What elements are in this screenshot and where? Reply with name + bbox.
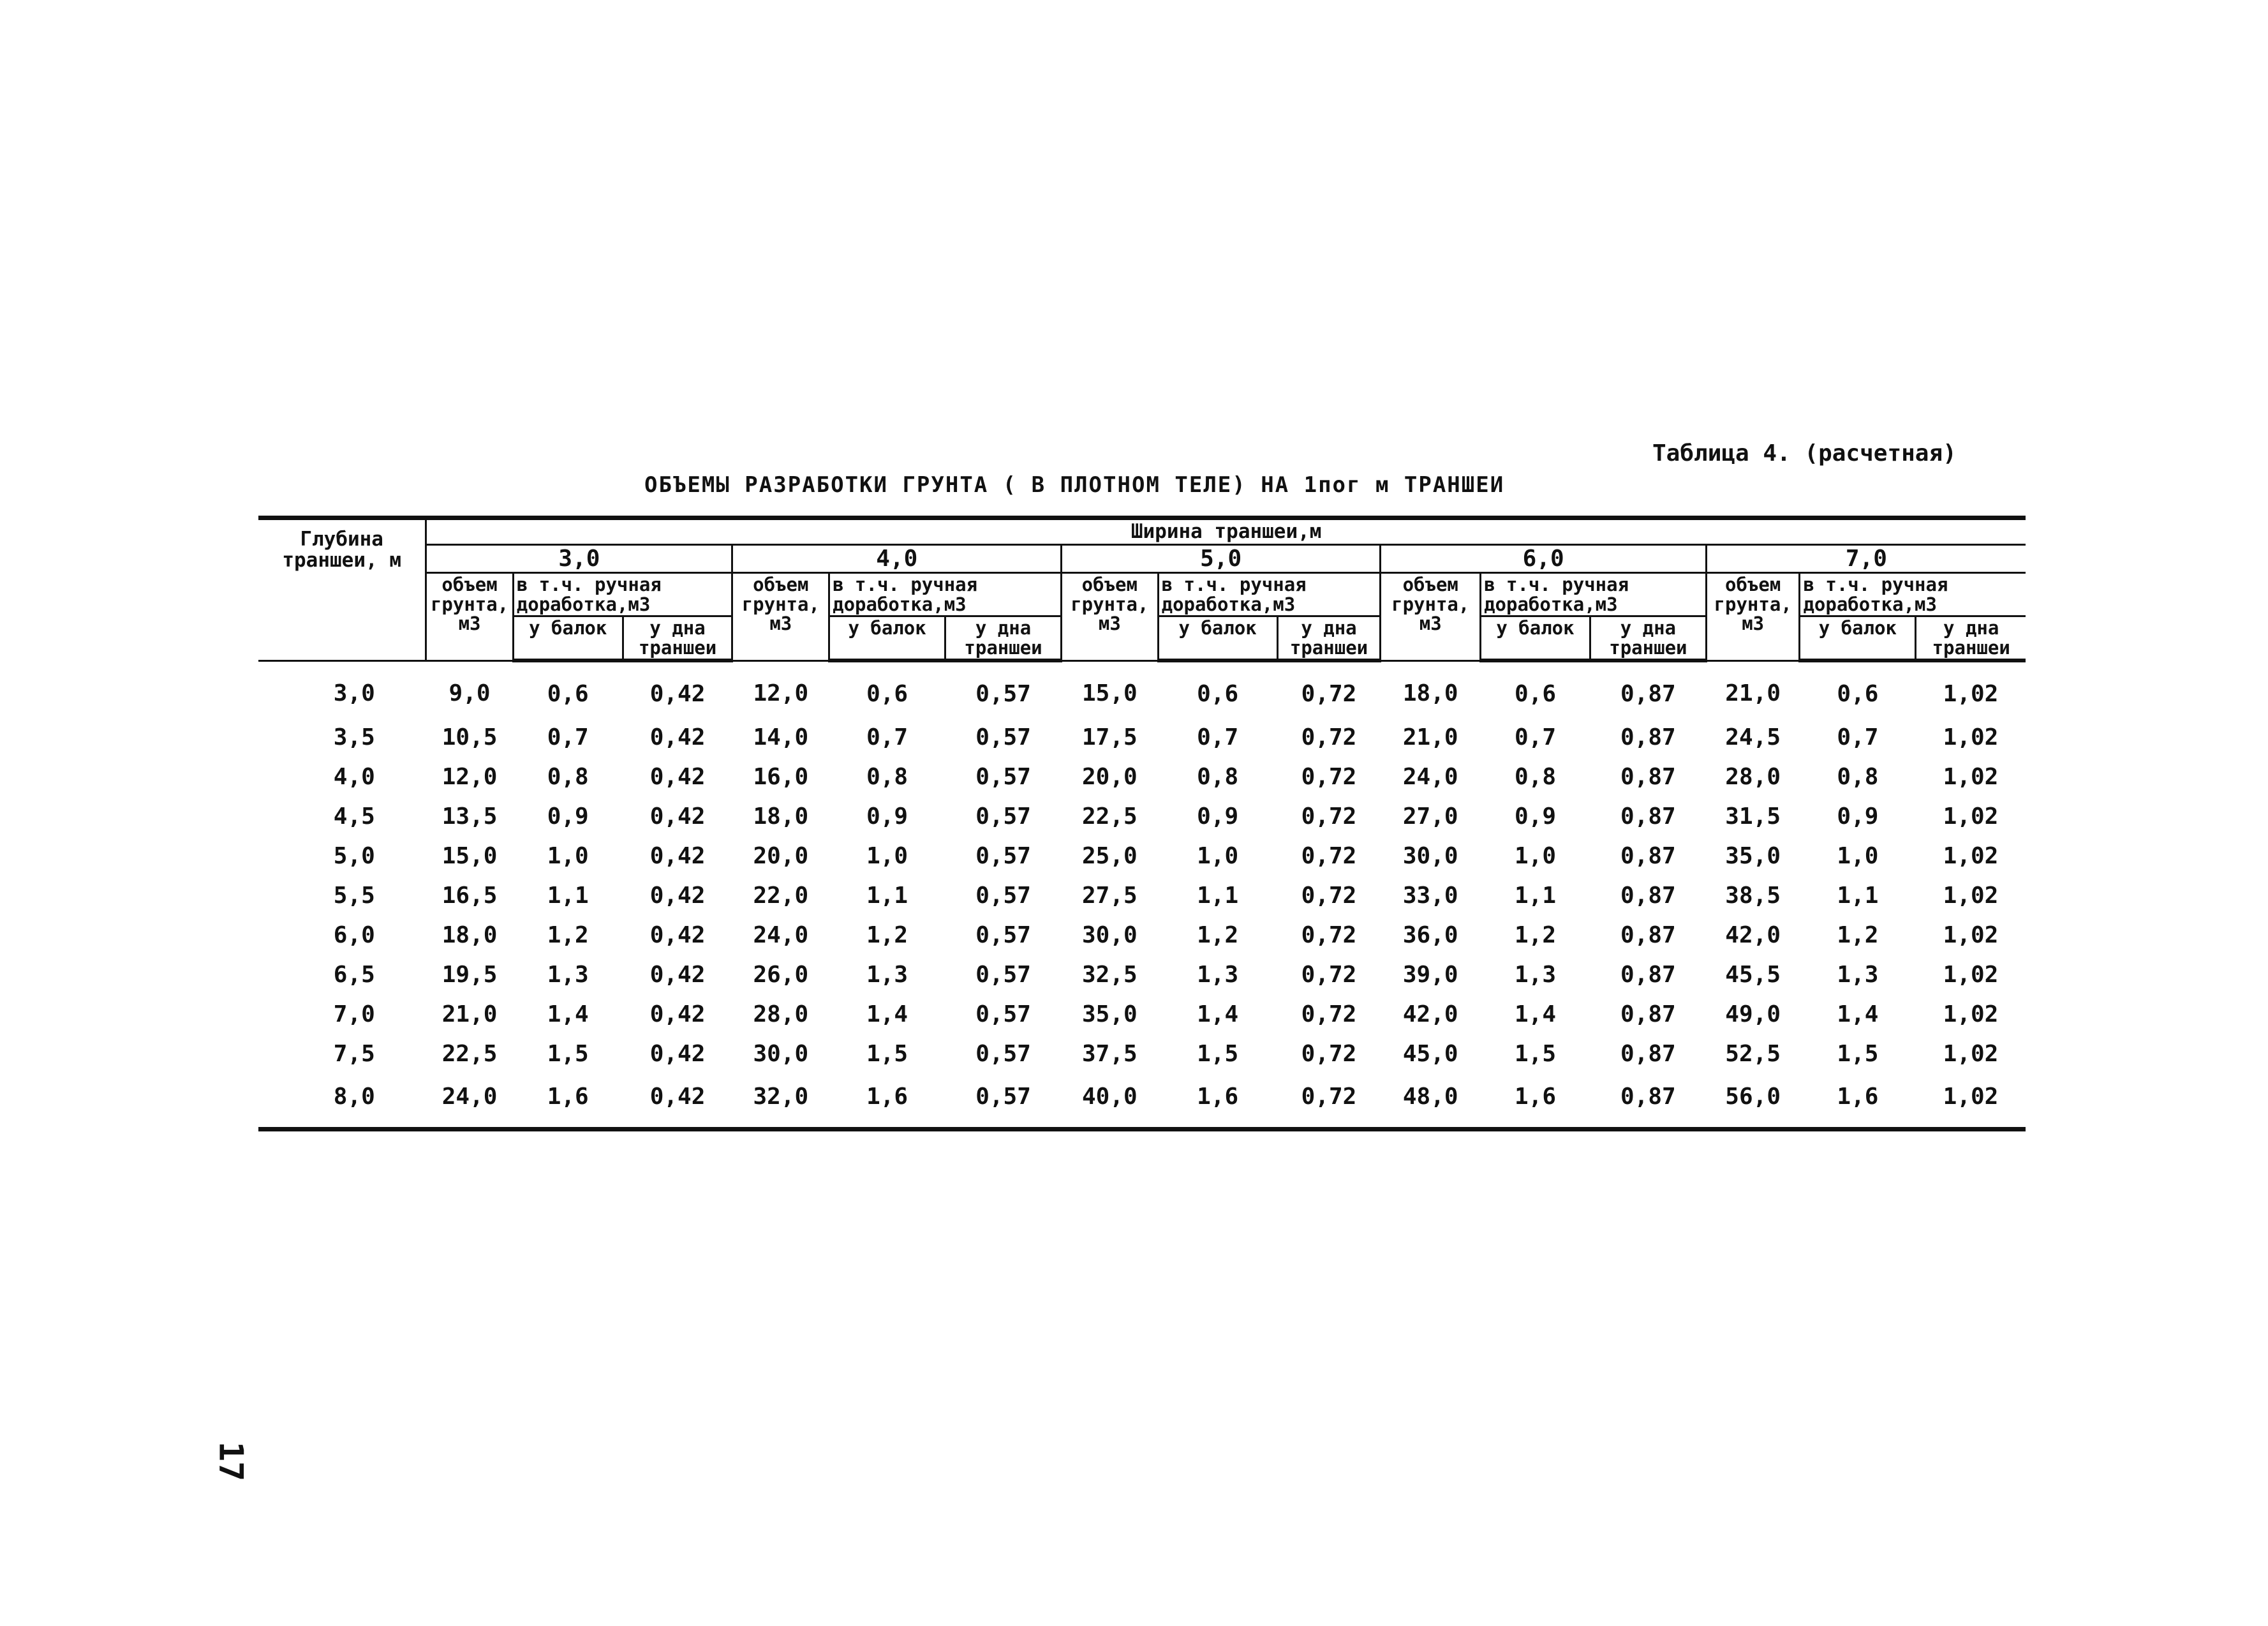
table-cell: 1,3 xyxy=(866,961,908,988)
table-cell: 13,5 xyxy=(441,803,498,830)
header-manual: в т.ч. ручная доработка,м3 xyxy=(513,573,732,616)
header-at-bottom: у дна траншеи xyxy=(1916,616,2026,660)
header-row-2 xyxy=(258,544,2026,573)
table-cell: 40,0 xyxy=(1062,1073,1159,1130)
table-cell: 45,0 xyxy=(1402,1040,1458,1067)
table-cell: 24,0 xyxy=(1402,763,1458,790)
table-cell: 0,42 xyxy=(649,882,706,909)
table-cell: 0,42 xyxy=(649,961,706,988)
table-body xyxy=(258,660,2026,1130)
header-volume: объем грунта, м3 xyxy=(1381,573,1481,660)
table-cell: 32,5 xyxy=(1081,961,1138,988)
table-cell: 0,42 xyxy=(623,1073,732,1130)
table-cell: 1,3 xyxy=(1514,961,1556,988)
table-cell: 0,9 xyxy=(1837,803,1879,830)
table-cell: 19,5 xyxy=(441,961,498,988)
table-cell: 1,5 xyxy=(1837,1040,1879,1067)
depth-cell: 6,0 xyxy=(333,921,375,948)
table-cell: 0,42 xyxy=(649,842,706,869)
table-cell: 32,0 xyxy=(732,1073,829,1130)
table-cell: 0,72 xyxy=(1301,921,1357,948)
table-cell: 0,57 xyxy=(975,803,1031,830)
table-cell: 15,0 xyxy=(1081,680,1138,706)
table-cell: 30,0 xyxy=(1081,921,1138,948)
table-title: ОБЪЕМЫ РАЗРАБОТКИ ГРУНТА ( В ПЛОТНОМ ТЕЛЕ) НА 1пог м ТРАНШЕИ xyxy=(644,472,1505,498)
table-cell: 0,42 xyxy=(649,921,706,948)
header-row-3 xyxy=(258,573,2026,616)
table-cell: 56,0 xyxy=(1706,1073,1800,1130)
table-cell: 1,0 xyxy=(1197,842,1239,869)
table-cell: 38,5 xyxy=(1725,882,1781,909)
table-row xyxy=(258,915,2026,955)
table-cell: 0,72 xyxy=(1301,1040,1357,1067)
table-cell: 1,02 xyxy=(1943,921,1999,948)
table-cell: 20,0 xyxy=(753,842,809,869)
table-cell: 1,02 xyxy=(1943,803,1999,830)
table-row xyxy=(258,836,2026,876)
table-cell: 0,57 xyxy=(975,921,1031,948)
table-cell: 0,42 xyxy=(649,1001,706,1027)
table-cell: 1,0 xyxy=(866,842,908,869)
table-cell: 0,7 xyxy=(1197,724,1239,750)
table-cell: 1,6 xyxy=(1800,1073,1916,1130)
table-cell: 45,5 xyxy=(1725,961,1781,988)
table-cell: 1,02 xyxy=(1943,961,1999,988)
header-manual: в т.ч. ручная доработка,м3 xyxy=(829,573,1062,616)
table-row xyxy=(258,796,2026,836)
table-cell: 0,72 xyxy=(1301,763,1357,790)
table-cell: 1,5 xyxy=(866,1040,908,1067)
header-width-group: Ширина траншеи,м xyxy=(426,518,2026,545)
table-cell: 27,5 xyxy=(1081,882,1138,909)
table-cell: 21,0 xyxy=(441,1001,498,1027)
table-cell: 0,87 xyxy=(1620,680,1676,707)
table-cell: 0,87 xyxy=(1620,763,1676,790)
table-cell: 30,0 xyxy=(1402,842,1458,869)
table-cell: 12,0 xyxy=(753,680,809,706)
table-cell: 1,6 xyxy=(513,1073,623,1130)
table-cell: 0,7 xyxy=(1837,724,1879,750)
table-cell: 39,0 xyxy=(1402,961,1458,988)
table-cell: 1,02 xyxy=(1943,1001,1999,1027)
table-cell: 22,5 xyxy=(1081,803,1138,830)
table-cell: 0,87 xyxy=(1620,724,1676,750)
table-row xyxy=(258,717,2026,757)
table-cell: 1,2 xyxy=(1514,921,1556,948)
table-cell: 21,0 xyxy=(1402,724,1458,750)
table-cell: 0,42 xyxy=(649,763,706,790)
table-cell: 0,42 xyxy=(649,1040,706,1067)
depth-cell: 7,5 xyxy=(333,1040,375,1067)
table-cell: 0,87 xyxy=(1620,803,1676,830)
table-cell: 1,02 xyxy=(1916,1073,2026,1130)
header-row-1 xyxy=(258,518,2026,545)
table-label: Таблица 4. (расчетная) xyxy=(1652,440,1957,466)
table-cell: 1,3 xyxy=(547,961,589,988)
depth-cell: 3,0 xyxy=(333,680,375,706)
table-cell: 1,2 xyxy=(866,921,908,948)
table-cell: 1,02 xyxy=(1943,842,1999,869)
table-cell: 0,57 xyxy=(975,961,1031,988)
header-width-value: 6,0 xyxy=(1381,544,1706,573)
table-cell: 0,87 xyxy=(1620,921,1676,948)
header-width-value: 4,0 xyxy=(732,544,1062,573)
table-cell: 30,0 xyxy=(753,1040,809,1067)
table-row xyxy=(258,876,2026,915)
header-at-bottom: у дна траншеи xyxy=(945,616,1062,660)
table-cell: 0,87 xyxy=(1620,961,1676,988)
header-manual: в т.ч. ручная доработка,м3 xyxy=(1481,573,1707,616)
table-cell: 0,72 xyxy=(1301,882,1357,909)
table-cell: 14,0 xyxy=(753,724,809,750)
table-row xyxy=(258,660,2026,717)
table-cell: 0,9 xyxy=(1514,803,1556,830)
table-cell: 24,0 xyxy=(753,921,809,948)
header-volume: объем грунта, м3 xyxy=(1062,573,1159,660)
table-cell: 21,0 xyxy=(1725,680,1781,706)
table-cell: 1,3 xyxy=(1837,961,1879,988)
table-cell: 20,0 xyxy=(1081,763,1138,790)
table-cell: 1,02 xyxy=(1943,680,1999,707)
table-cell: 1,1 xyxy=(547,882,589,909)
depth-cell: 5,0 xyxy=(333,842,375,869)
table-cell: 0,72 xyxy=(1301,961,1357,988)
table-cell: 1,4 xyxy=(1197,1001,1239,1027)
table-cell: 0,9 xyxy=(866,803,908,830)
table-cell: 1,4 xyxy=(1514,1001,1556,1027)
table-cell: 0,87 xyxy=(1620,1040,1676,1067)
table-cell: 0,6 xyxy=(547,680,589,707)
table-cell: 22,0 xyxy=(753,882,809,909)
table-cell: 1,6 xyxy=(829,1073,945,1130)
main-table xyxy=(258,516,2026,1131)
table-cell: 0,9 xyxy=(547,803,589,830)
depth-cell: 6,5 xyxy=(333,961,375,988)
header-depth: Глубина траншеи, м xyxy=(258,518,426,661)
table-cell: 27,0 xyxy=(1402,803,1458,830)
table-cell: 1,2 xyxy=(547,921,589,948)
table-cell: 1,02 xyxy=(1943,882,1999,909)
table-cell: 1,1 xyxy=(866,882,908,909)
table-row xyxy=(258,955,2026,994)
header-at-beams: у балок xyxy=(829,616,945,660)
header-at-bottom: у дна траншеи xyxy=(623,616,732,660)
table-cell: 1,6 xyxy=(1481,1073,1590,1130)
table-cell: 0,42 xyxy=(649,680,706,707)
header-volume: объем грунта, м3 xyxy=(732,573,829,660)
header-at-bottom: у дна траншеи xyxy=(1277,616,1381,660)
table-cell: 1,4 xyxy=(866,1001,908,1027)
table-cell: 18,0 xyxy=(441,921,498,948)
table-cell: 10,5 xyxy=(441,724,498,750)
table-cell: 1,1 xyxy=(1197,882,1239,909)
table-cell: 1,1 xyxy=(1514,882,1556,909)
table-cell: 0,6 xyxy=(1514,680,1556,707)
table-cell: 0,57 xyxy=(975,1040,1031,1067)
table-cell: 0,8 xyxy=(1837,763,1879,790)
table-cell: 35,0 xyxy=(1081,1001,1138,1027)
table-cell: 0,57 xyxy=(975,882,1031,909)
header-width-value: 5,0 xyxy=(1062,544,1381,573)
table-cell: 1,02 xyxy=(1943,763,1999,790)
table-cell: 0,87 xyxy=(1620,1001,1676,1027)
table-cell: 17,5 xyxy=(1081,724,1138,750)
table-cell: 0,57 xyxy=(975,1001,1031,1027)
header-at-beams: у балок xyxy=(1158,616,1277,660)
table-cell: 0,42 xyxy=(649,724,706,750)
table-row xyxy=(258,1073,2026,1130)
table-container xyxy=(258,516,2026,1131)
table-cell: 52,5 xyxy=(1725,1040,1781,1067)
table-cell: 24,0 xyxy=(426,1073,513,1130)
header-manual: в т.ч. ручная доработка,м3 xyxy=(1158,573,1381,616)
table-cell: 18,0 xyxy=(1402,680,1458,706)
table-cell: 16,0 xyxy=(753,763,809,790)
depth-cell: 7,0 xyxy=(333,1001,375,1027)
table-cell: 37,5 xyxy=(1081,1040,1138,1067)
header-at-beams: у балок xyxy=(1481,616,1590,660)
table-cell: 28,0 xyxy=(1725,763,1781,790)
table-cell: 0,7 xyxy=(547,724,589,750)
table-cell: 42,0 xyxy=(1725,921,1781,948)
depth-cell: 4,0 xyxy=(333,763,375,790)
table-cell: 49,0 xyxy=(1725,1001,1781,1027)
table-cell: 1,6 xyxy=(1158,1073,1277,1130)
table-cell: 0,72 xyxy=(1277,1073,1381,1130)
table-cell: 0,8 xyxy=(1514,763,1556,790)
table-row xyxy=(258,994,2026,1034)
table-cell: 33,0 xyxy=(1402,882,1458,909)
table-cell: 0,6 xyxy=(1837,680,1879,707)
header-volume: объем грунта, м3 xyxy=(426,573,513,660)
table-cell: 15,0 xyxy=(441,842,498,869)
table-cell: 28,0 xyxy=(753,1001,809,1027)
table-cell: 0,57 xyxy=(975,680,1031,707)
table-cell: 24,5 xyxy=(1725,724,1781,750)
table-cell: 12,0 xyxy=(441,763,498,790)
page-number: 17 xyxy=(211,1441,250,1482)
table-cell: 0,8 xyxy=(1197,763,1239,790)
table-cell: 18,0 xyxy=(753,803,809,830)
table-cell: 42,0 xyxy=(1402,1001,1458,1027)
table-cell: 1,3 xyxy=(1197,961,1239,988)
table-cell: 0,72 xyxy=(1301,842,1357,869)
table-cell: 1,02 xyxy=(1943,724,1999,750)
table-cell: 0,72 xyxy=(1301,1001,1357,1027)
table-cell: 1,2 xyxy=(1837,921,1879,948)
table-cell: 22,5 xyxy=(441,1040,498,1067)
table-cell: 1,0 xyxy=(1514,842,1556,869)
table-cell: 0,57 xyxy=(975,763,1031,790)
depth-cell: 3,5 xyxy=(333,724,375,750)
table-cell: 26,0 xyxy=(753,961,809,988)
table-cell: 0,8 xyxy=(866,763,908,790)
table-cell: 0,72 xyxy=(1301,724,1357,750)
table-cell: 1,4 xyxy=(547,1001,589,1027)
table-cell: 0,72 xyxy=(1301,803,1357,830)
table-cell: 36,0 xyxy=(1402,921,1458,948)
table-cell: 1,5 xyxy=(547,1040,589,1067)
table-cell: 48,0 xyxy=(1381,1073,1481,1130)
header-width-value: 3,0 xyxy=(426,544,732,573)
depth-cell: 4,5 xyxy=(333,803,375,830)
table-row xyxy=(258,1034,2026,1073)
table-cell: 31,5 xyxy=(1725,803,1781,830)
table-cell: 0,8 xyxy=(547,763,589,790)
header-volume: объем грунта, м3 xyxy=(1706,573,1800,660)
table-cell: 0,72 xyxy=(1301,680,1357,707)
table-cell: 1,5 xyxy=(1514,1040,1556,1067)
table-cell: 9,0 xyxy=(448,680,491,706)
table-cell: 1,02 xyxy=(1943,1040,1999,1067)
table-cell: 0,57 xyxy=(975,724,1031,750)
depth-cell: 5,5 xyxy=(333,882,375,909)
table-cell: 0,87 xyxy=(1620,882,1676,909)
header-at-bottom: у дна траншеи xyxy=(1590,616,1706,660)
depth-cell: 8,0 xyxy=(258,1073,426,1130)
table-cell: 1,2 xyxy=(1197,921,1239,948)
table-cell: 0,57 xyxy=(975,842,1031,869)
header-at-beams: у балок xyxy=(1800,616,1916,660)
table-cell: 0,87 xyxy=(1590,1073,1706,1130)
table-cell: 1,0 xyxy=(1837,842,1879,869)
table-cell: 0,7 xyxy=(866,724,908,750)
table-row xyxy=(258,757,2026,796)
table-cell: 1,5 xyxy=(1197,1040,1239,1067)
table-cell: 1,4 xyxy=(1837,1001,1879,1027)
table-cell: 0,57 xyxy=(945,1073,1062,1130)
table-cell: 16,5 xyxy=(441,882,498,909)
table-cell: 1,0 xyxy=(547,842,589,869)
header-at-beams: у балок xyxy=(513,616,623,660)
header-manual: в т.ч. ручная доработка,м3 xyxy=(1800,573,2026,616)
table-cell: 0,7 xyxy=(1514,724,1556,750)
table-cell: 25,0 xyxy=(1081,842,1138,869)
table-cell: 0,6 xyxy=(1197,680,1239,707)
table-cell: 0,42 xyxy=(649,803,706,830)
table-cell: 1,1 xyxy=(1837,882,1879,909)
table-cell: 0,87 xyxy=(1620,842,1676,869)
header-width-value: 7,0 xyxy=(1706,544,2026,573)
table-cell: 35,0 xyxy=(1725,842,1781,869)
table-cell: 0,9 xyxy=(1197,803,1239,830)
table-cell: 0,6 xyxy=(866,680,908,707)
